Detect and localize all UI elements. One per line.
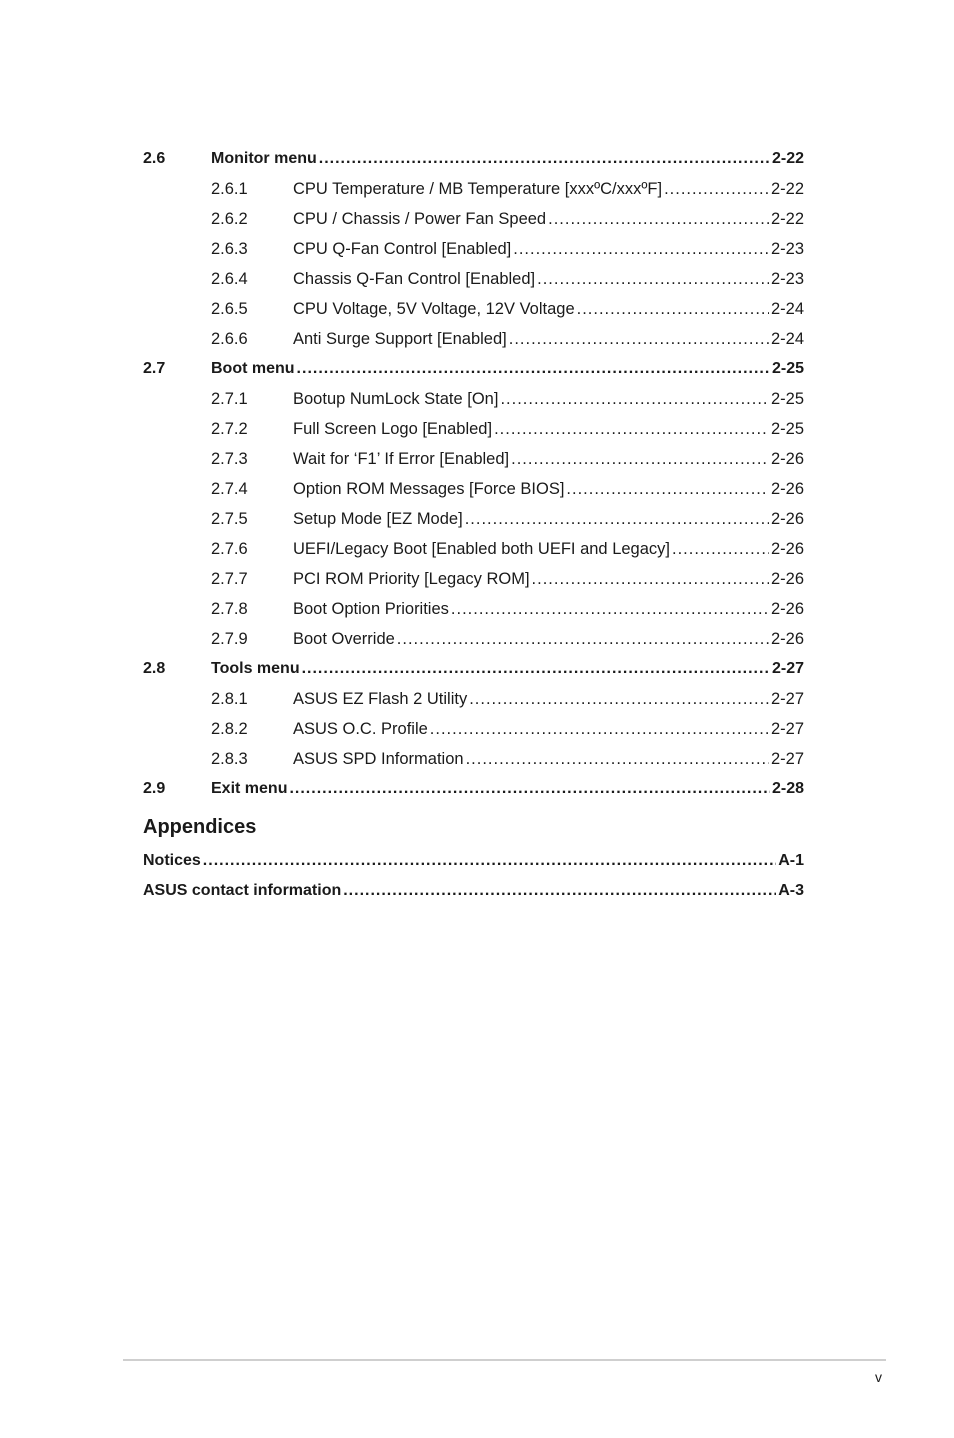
toc-subsection-row[interactable] — [143, 444, 804, 474]
toc-number: 2.7.1 — [211, 389, 248, 408]
dot-leader — [511, 451, 769, 468]
toc-title: CPU Voltage, 5V Voltage, 12V Voltage — [293, 299, 575, 318]
toc-title: PCI ROM Priority [Legacy ROM] — [293, 569, 530, 588]
toc-subsection-row[interactable] — [143, 564, 804, 594]
toc-title: CPU Temperature / MB Temperature [xxxºC/xxxºF] — [293, 179, 663, 198]
toc-title: Setup Mode [EZ Mode] — [293, 509, 463, 528]
dot-leader — [469, 691, 769, 708]
appendices-list — [143, 846, 804, 906]
dot-leader — [397, 631, 769, 648]
toc-page-number: 2-26 — [770, 569, 804, 588]
toc-title: CPU / Chassis / Power Fan Speed — [293, 209, 547, 228]
toc-page-number: 2-24 — [770, 299, 804, 318]
toc-title: UEFI/Legacy Boot [Enabled both UEFI and Legacy] — [293, 539, 670, 558]
dot-leader — [537, 271, 769, 288]
toc-subsection-row[interactable] — [143, 264, 804, 294]
toc-section-row[interactable] — [143, 654, 804, 684]
dot-leader — [466, 751, 769, 768]
toc-subsection-row[interactable] — [143, 384, 804, 414]
table-of-contents — [143, 144, 804, 804]
dot-leader — [566, 481, 769, 498]
toc-page-number: 2-27 — [770, 719, 804, 738]
toc-number: 2.7.8 — [211, 599, 248, 618]
toc-number: 2.6.2 — [211, 209, 248, 228]
toc-page-number: 2-26 — [770, 449, 804, 468]
toc-page-number: 2-25 — [770, 419, 804, 438]
toc-number: 2.7.3 — [211, 449, 248, 468]
toc-page-number: 2-27 — [771, 660, 804, 677]
appendix-title: Notices — [143, 852, 201, 869]
toc-number: 2.7.5 — [211, 509, 248, 528]
toc-number: 2.7 — [143, 360, 166, 377]
dot-leader — [672, 541, 769, 558]
toc-page-number: 2-28 — [771, 780, 804, 797]
toc-page-number: 2-26 — [770, 599, 804, 618]
toc-title: Chassis Q-Fan Control [Enabled] — [293, 269, 536, 288]
toc-title: Boot Override — [293, 629, 395, 648]
toc-page-number: 2-27 — [770, 749, 804, 768]
toc-page-number: 2-26 — [770, 509, 804, 528]
dot-leader — [500, 391, 769, 408]
dot-leader — [532, 571, 769, 588]
toc-subsection-row[interactable] — [143, 324, 804, 354]
toc-page-number: 2-27 — [770, 689, 804, 708]
toc-title: Full Screen Logo [Enabled] — [293, 419, 493, 438]
toc-page-number: 2-26 — [770, 629, 804, 648]
toc-page-number: 2-23 — [770, 269, 804, 288]
appendices-heading: Appendices — [143, 816, 257, 838]
toc-number: 2.6.4 — [211, 269, 248, 288]
toc-number: 2.9 — [143, 780, 166, 797]
toc-number: 2.8 — [143, 660, 166, 677]
toc-subsection-row[interactable] — [143, 624, 804, 654]
toc-page-number: 2-23 — [770, 239, 804, 258]
toc-number: 2.7.4 — [211, 479, 248, 498]
toc-subsection-row[interactable] — [143, 534, 804, 564]
dot-leader — [509, 331, 769, 348]
toc-number: 2.6.5 — [211, 299, 248, 318]
dot-leader — [430, 721, 769, 738]
dot-leader — [302, 661, 770, 677]
toc-title: Monitor menu — [211, 150, 317, 167]
footer-divider — [123, 1359, 886, 1361]
toc-page-number: 2-22 — [771, 150, 804, 167]
toc-subsection-row[interactable] — [143, 234, 804, 264]
toc-page-number: 2-22 — [770, 209, 804, 228]
toc-subsection-row[interactable] — [143, 294, 804, 324]
toc-page-number: 2-22 — [770, 179, 804, 198]
toc-title: ASUS SPD Information — [293, 749, 464, 768]
dot-leader — [289, 781, 770, 797]
toc-title: ASUS EZ Flash 2 Utility — [293, 689, 468, 708]
toc-title: Option ROM Messages [Force BIOS] — [293, 479, 565, 498]
toc-title: Bootup NumLock State [On] — [293, 389, 499, 408]
toc-title: Anti Surge Support [Enabled] — [293, 329, 507, 348]
toc-subsection-row[interactable] — [143, 594, 804, 624]
dot-leader — [203, 853, 776, 869]
toc-subsection-row[interactable] — [143, 174, 804, 204]
appendix-row[interactable] — [143, 846, 804, 876]
toc-title: Exit menu — [211, 780, 288, 797]
toc-title: Boot Option Priorities — [293, 599, 449, 618]
toc-subsection-row[interactable] — [143, 474, 804, 504]
toc-section-row[interactable] — [143, 774, 804, 804]
toc-number: 2.8.1 — [211, 689, 248, 708]
toc-number: 2.7.2 — [211, 419, 248, 438]
toc-title: CPU Q-Fan Control [Enabled] — [293, 239, 512, 258]
toc-page-number: 2-24 — [770, 329, 804, 348]
toc-number: 2.6.3 — [211, 239, 248, 258]
dot-leader — [548, 211, 769, 228]
appendix-page-number: A-3 — [778, 882, 804, 899]
dot-leader — [319, 151, 770, 167]
toc-subsection-row[interactable] — [143, 714, 804, 744]
page-number: v — [875, 1369, 882, 1385]
toc-title: ASUS O.C. Profile — [293, 719, 428, 738]
toc-section-row[interactable] — [143, 144, 804, 174]
toc-page-number: 2-25 — [770, 389, 804, 408]
toc-number: 2.8.2 — [211, 719, 248, 738]
toc-subsection-row[interactable] — [143, 414, 804, 444]
toc-subsection-row[interactable] — [143, 684, 804, 714]
dot-leader — [465, 511, 769, 528]
dot-leader — [577, 301, 769, 318]
toc-number: 2.7.7 — [211, 569, 248, 588]
appendix-page-number: A-1 — [778, 852, 804, 869]
toc-title: Tools menu — [211, 660, 300, 677]
toc-title: Wait for ‘F1’ If Error [Enabled] — [293, 449, 510, 468]
toc-page-number: 2-26 — [770, 479, 804, 498]
toc-page-number: 2-25 — [771, 360, 804, 377]
toc-title: Boot menu — [211, 360, 295, 377]
dot-leader — [664, 181, 769, 198]
dot-leader — [513, 241, 769, 258]
dot-leader — [451, 601, 769, 618]
toc-number: 2.6.6 — [211, 329, 248, 348]
toc-page-number: 2-26 — [770, 539, 804, 558]
toc-subsection-row[interactable] — [143, 504, 804, 534]
toc-number: 2.7.6 — [211, 539, 248, 558]
dot-leader — [297, 361, 770, 377]
toc-section-row[interactable] — [143, 354, 804, 384]
toc-number: 2.6 — [143, 150, 166, 167]
toc-number: 2.8.3 — [211, 749, 248, 768]
dot-leader — [494, 421, 769, 438]
appendix-row[interactable] — [143, 876, 804, 906]
appendix-title: ASUS contact information — [143, 882, 342, 899]
toc-number: 2.6.1 — [211, 179, 248, 198]
toc-subsection-row[interactable] — [143, 744, 804, 774]
toc-number: 2.7.9 — [211, 629, 248, 648]
toc-subsection-row[interactable] — [143, 204, 804, 234]
dot-leader — [343, 883, 776, 899]
